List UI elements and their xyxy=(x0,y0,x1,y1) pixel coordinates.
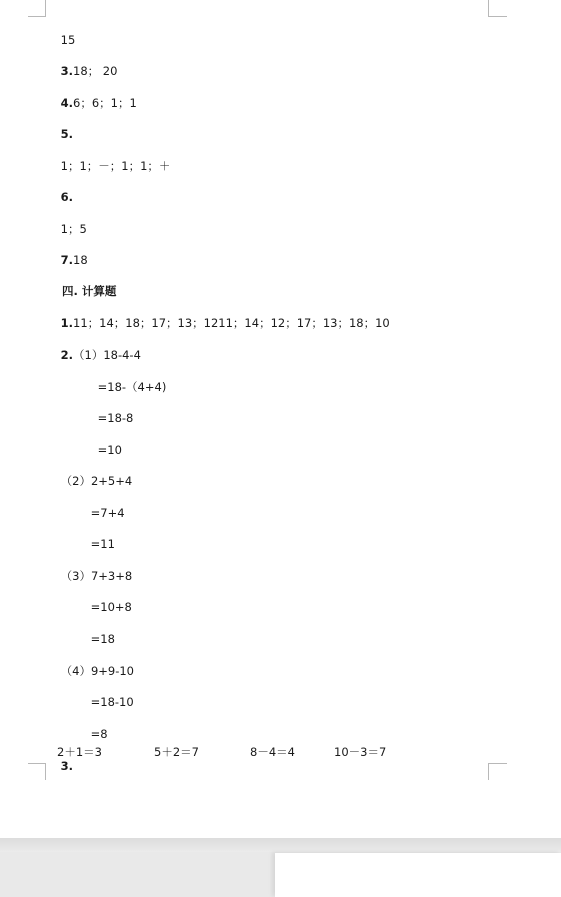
line-text: =11 xyxy=(90,537,115,551)
line-text: 11；14；18；17；13；1211；14；12；17；13；18；10 xyxy=(73,316,390,330)
line-text: =18-（4+4) xyxy=(97,380,167,394)
line-text: 18； 20 xyxy=(73,64,118,78)
line-text: （3）7+3+8 xyxy=(60,569,133,583)
line-text: （2）2+5+4 xyxy=(60,474,133,488)
line-text: =18-8 xyxy=(97,411,134,425)
line-text: 1；1；－；1；1；＋ xyxy=(60,159,171,173)
page-corner-mark-bottom-right xyxy=(488,763,507,780)
calc-answer-line-3 xyxy=(46,745,446,773)
question-number: 6. xyxy=(60,190,73,204)
line-text: 1；5 xyxy=(60,222,87,236)
equation: 8－4＝4 xyxy=(250,745,295,759)
line-text: =10+8 xyxy=(90,600,132,614)
line-text: （4）9+9-10 xyxy=(60,664,134,678)
page-corner-mark-top-right xyxy=(488,0,507,17)
equation: 2＋1＝3 xyxy=(57,745,102,759)
question-number: 5. xyxy=(60,127,73,141)
question-number: 3. xyxy=(60,64,73,78)
line-text: =18-10 xyxy=(90,695,134,709)
question-number: 3. xyxy=(60,759,73,773)
line-text: =7+4 xyxy=(90,506,125,520)
question-number: 4. xyxy=(60,96,73,110)
line-text: （1）18-4-4 xyxy=(73,348,141,362)
question-number: 2. xyxy=(60,348,73,362)
line-text: =18 xyxy=(90,632,115,646)
next-page-preview xyxy=(275,853,561,897)
line-text: =10 xyxy=(97,443,122,457)
question-number: 7. xyxy=(60,253,73,267)
question-number: 1. xyxy=(60,316,73,330)
line-text: =8 xyxy=(90,727,108,741)
line-text: 6；6；1；1 xyxy=(73,96,137,110)
page-corner-mark-top-left xyxy=(28,0,46,17)
equation: 10－3＝7 xyxy=(334,745,387,759)
line-text: 18 xyxy=(73,253,88,267)
section-title: 四. 计算题 xyxy=(62,284,117,298)
equation: 5＋2＝7 xyxy=(154,745,199,759)
line-text: 15 xyxy=(60,33,76,47)
page-corner-mark-bottom-left xyxy=(28,763,46,780)
page-gap-shadow xyxy=(0,838,561,852)
